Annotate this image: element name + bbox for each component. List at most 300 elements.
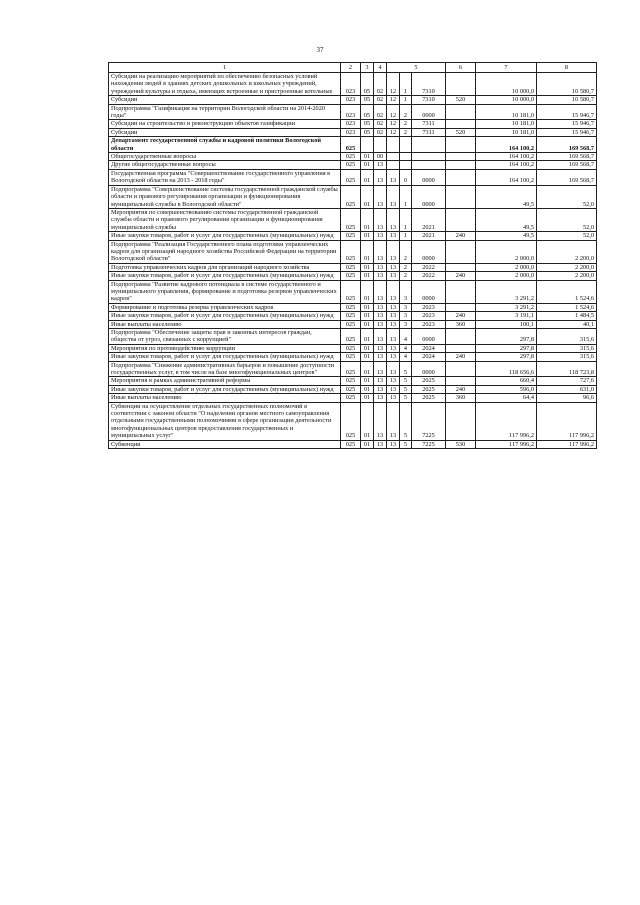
row-subsection: 13 (374, 263, 387, 271)
table-row (109, 128, 597, 136)
row-program: 13 (387, 303, 400, 311)
row-amount-2015: 596,0 (476, 385, 537, 393)
row-code-admin: 025 (341, 344, 361, 352)
row-expense-type (446, 161, 476, 169)
table-row (109, 377, 597, 385)
row-code-admin: 025 (341, 320, 361, 328)
row-program: 12 (387, 120, 400, 128)
row-code-admin: 025 (341, 440, 361, 448)
row-code-admin: 025 (341, 161, 361, 169)
table-row (109, 96, 597, 104)
row-direction: 2022 (412, 263, 446, 271)
row-subsection: 13 (374, 169, 387, 185)
row-direction: 2023 (412, 312, 446, 320)
row-subprogram (400, 153, 412, 161)
row-amount-2016: 117 996,2 (537, 402, 597, 440)
row-amount-2016: 117 996,2 (537, 440, 597, 448)
header-col-6: 6 (446, 63, 476, 73)
row-section: 01 (361, 312, 374, 320)
row-subsection: 13 (374, 377, 387, 385)
row-expense-type (446, 329, 476, 345)
row-subsection: 13 (374, 361, 387, 377)
row-subsection: 02 (374, 128, 387, 136)
row-program: 13 (387, 312, 400, 320)
table-row (109, 263, 597, 271)
row-name: Подпрограмма "Развитие кадрового потенциала в системе государственного и муниципального управления, формирование и подготовка резервов управленческих кадров" (109, 280, 341, 303)
row-amount-2016: 118 723,8 (537, 361, 597, 377)
row-subsection: 13 (374, 394, 387, 402)
row-subsection: 13 (374, 185, 387, 208)
row-program: 13 (387, 344, 400, 352)
row-section: 01 (361, 161, 374, 169)
row-section: 01 (361, 385, 374, 393)
row-subprogram: 5 (400, 440, 412, 448)
row-amount-2015: 297,8 (476, 344, 537, 352)
row-amount-2016: 1 524,6 (537, 280, 597, 303)
row-program: 13 (387, 361, 400, 377)
row-name: Иные закупки товаров, работ и услуг для государственных (муниципальных) нужд (109, 353, 341, 361)
row-name: Иные закупки товаров, работ и услуг для государственных (муниципальных) нужд (109, 385, 341, 393)
row-program: 12 (387, 128, 400, 136)
row-name: Подпрограмма "Обеспечение защиты прав и законных интересов граждан, общества от угроз, связанных с коррупцией" (109, 329, 341, 345)
row-program: 13 (387, 240, 400, 263)
row-expense-type (446, 377, 476, 385)
row-subsection: 13 (374, 161, 387, 169)
row-direction: 2022 (412, 272, 446, 280)
row-subprogram: 2 (400, 120, 412, 128)
row-subsection: 13 (374, 344, 387, 352)
row-amount-2015: 297,8 (476, 329, 537, 345)
row-direction: 0000 (412, 185, 446, 208)
row-section: 01 (361, 303, 374, 311)
row-direction: 2021 (412, 232, 446, 240)
table-row (109, 120, 597, 128)
row-subsection: 13 (374, 353, 387, 361)
row-name: Подпрограмма "Совершенствование системы государственной гражданской службы области и правового регулирования организации и функционирования муниципальной службы в Вологодской области" (109, 185, 341, 208)
row-amount-2015: 10 181,0 (476, 120, 537, 128)
row-amount-2015: 10 000,0 (476, 73, 537, 96)
table-row (109, 312, 597, 320)
row-subsection: 13 (374, 440, 387, 448)
row-subprogram: 5 (400, 377, 412, 385)
row-amount-2015: 10 181,0 (476, 128, 537, 136)
row-expense-type (446, 73, 476, 96)
row-name: Мероприятия по совершенствованию системы государственной гражданской службы области и правового регулирования организации и функционирования муниципальной службы (109, 208, 341, 231)
row-name: Общегосударственные вопросы (109, 153, 341, 161)
row-direction: 2025 (412, 394, 446, 402)
row-code-admin: 025 (341, 385, 361, 393)
row-program: 13 (387, 272, 400, 280)
row-code-admin: 025 (341, 169, 361, 185)
row-amount-2016: 169 568,7 (537, 153, 597, 161)
row-name: Субвенции (109, 440, 341, 448)
row-program: 13 (387, 329, 400, 345)
table-row (109, 104, 597, 120)
row-section: 05 (361, 104, 374, 120)
row-expense-type (446, 185, 476, 208)
row-subsection: 13 (374, 329, 387, 345)
row-program: 13 (387, 320, 400, 328)
row-program: 13 (387, 440, 400, 448)
header-col-5: 5 (387, 63, 446, 73)
row-code-admin: 025 (341, 280, 361, 303)
row-direction: 0000 (412, 280, 446, 303)
table-row (109, 385, 597, 393)
row-program: 13 (387, 377, 400, 385)
row-direction: 2023 (412, 320, 446, 328)
table-row (109, 272, 597, 280)
row-expense-type (446, 137, 476, 153)
row-amount-2016: 52,0 (537, 185, 597, 208)
row-expense-type: 360 (446, 320, 476, 328)
row-subprogram: 4 (400, 344, 412, 352)
row-expense-type: 360 (446, 394, 476, 402)
row-subsection: 02 (374, 96, 387, 104)
row-program: 12 (387, 73, 400, 96)
row-amount-2016: 2 200,0 (537, 263, 597, 271)
row-subprogram: 2 (400, 240, 412, 263)
row-name: Субсидии (109, 128, 341, 136)
row-amount-2015: 164 100,2 (476, 153, 537, 161)
row-subprogram: 4 (400, 353, 412, 361)
header-col-1: 1 (109, 63, 341, 73)
row-amount-2016: 2 200,0 (537, 240, 597, 263)
row-program: 13 (387, 394, 400, 402)
header-row (109, 63, 597, 73)
row-code-admin: 025 (341, 377, 361, 385)
row-code-admin: 023 (341, 104, 361, 120)
row-section: 01 (361, 232, 374, 240)
row-subsection: 13 (374, 385, 387, 393)
row-section: 01 (361, 320, 374, 328)
row-amount-2015: 3 191,1 (476, 312, 537, 320)
row-subprogram: 2 (400, 263, 412, 271)
row-expense-type: 240 (446, 232, 476, 240)
row-code-admin: 025 (341, 208, 361, 231)
row-subprogram: 3 (400, 320, 412, 328)
row-expense-type (446, 104, 476, 120)
row-amount-2016: 315,6 (537, 344, 597, 352)
row-code-admin: 025 (341, 361, 361, 377)
header-col-8: 8 (537, 63, 597, 73)
row-code-admin: 025 (341, 394, 361, 402)
row-expense-type (446, 120, 476, 128)
row-subsection: 02 (374, 73, 387, 96)
row-subprogram: 1 (400, 232, 412, 240)
row-amount-2015: 2 000,0 (476, 272, 537, 280)
row-amount-2015: 164 100,2 (476, 161, 537, 169)
row-direction: 7225 (412, 402, 446, 440)
row-expense-type: 240 (446, 385, 476, 393)
row-direction: 7310 (412, 96, 446, 104)
row-direction: 7225 (412, 440, 446, 448)
row-direction: 0000 (412, 104, 446, 120)
row-amount-2015: 2 000,0 (476, 240, 537, 263)
row-subsection: 13 (374, 303, 387, 311)
table-row (109, 280, 597, 303)
row-amount-2015: 10 000,0 (476, 96, 537, 104)
table-row (109, 169, 597, 185)
row-amount-2016: 15 946,7 (537, 104, 597, 120)
row-amount-2016: 15 946,7 (537, 120, 597, 128)
row-name: Субсидии на реализацию мероприятий по обеспечению безопасных условий нахождения людей в зданиях детских дошкольных и школьных учреждений, учреждений культуры и отдыха, имеющих встроенные и пристроенные котельные (109, 73, 341, 96)
row-program: 13 (387, 208, 400, 231)
row-direction: 2025 (412, 385, 446, 393)
row-amount-2016: 2 200,0 (537, 272, 597, 280)
row-name: Мероприятия в рамках административной реформы (109, 377, 341, 385)
row-program (387, 137, 400, 153)
row-code-admin: 025 (341, 402, 361, 440)
row-program (387, 153, 400, 161)
row-direction: 0000 (412, 361, 446, 377)
row-name: Субсидии (109, 96, 341, 104)
row-code-admin: 025 (341, 137, 361, 153)
row-name: Субвенции на осуществление отдельных государственных полномочий в соответствии с законом области "О наделении органов местного самоуправления отдельными государственными полномочиями в сфере организации деятельности многофункциональных центров предоставления государственных и муниципальных услуг" (109, 402, 341, 440)
row-expense-type (446, 263, 476, 271)
row-section: 01 (361, 377, 374, 385)
row-section: 01 (361, 353, 374, 361)
row-section: 01 (361, 169, 374, 185)
row-section: 05 (361, 128, 374, 136)
table-row (109, 303, 597, 311)
row-expense-type: 240 (446, 353, 476, 361)
row-subprogram: 1 (400, 208, 412, 231)
row-name: Подпрограмма "Газификация на территории Вологодской области на 2014-2020 годы" (109, 104, 341, 120)
row-section: 01 (361, 440, 374, 448)
row-amount-2015: 64,4 (476, 394, 537, 402)
row-subprogram: 1 (400, 96, 412, 104)
row-expense-type (446, 153, 476, 161)
row-code-admin: 023 (341, 128, 361, 136)
row-direction: 2025 (412, 377, 446, 385)
row-section: 01 (361, 185, 374, 208)
row-name: Подготовка управленческих кадров для организаций народного хозяйства (109, 263, 341, 271)
row-amount-2015: 660,4 (476, 377, 537, 385)
row-direction: 2023 (412, 303, 446, 311)
row-name: Департамент государственной службы и кадровой политики Вологодской области (109, 137, 341, 153)
table-row (109, 208, 597, 231)
row-code-admin: 025 (341, 272, 361, 280)
row-section: 01 (361, 344, 374, 352)
row-subsection: 13 (374, 240, 387, 263)
row-direction: 2024 (412, 344, 446, 352)
row-code-admin: 025 (341, 303, 361, 311)
row-name: Подпрограмма "Снижение административных барьеров и повышение доступности государственных услуг, в том числе на базе многофункциональных центров" (109, 361, 341, 377)
row-code-admin: 025 (341, 232, 361, 240)
row-code-admin: 023 (341, 120, 361, 128)
row-subsection: 00 (374, 153, 387, 161)
row-program: 13 (387, 402, 400, 440)
row-program: 13 (387, 353, 400, 361)
row-program: 13 (387, 385, 400, 393)
row-subprogram: 1 (400, 185, 412, 208)
row-subprogram: 3 (400, 280, 412, 303)
row-section: 01 (361, 272, 374, 280)
row-amount-2015: 3 291,2 (476, 280, 537, 303)
table-body (109, 73, 597, 449)
header-col-4: 4 (374, 63, 387, 73)
row-name: Иные выплаты населению (109, 320, 341, 328)
row-amount-2015: 117 996,2 (476, 402, 537, 440)
row-amount-2016: 96,6 (537, 394, 597, 402)
row-subsection: 02 (374, 120, 387, 128)
row-amount-2015: 164 100,2 (476, 169, 537, 185)
row-name: Иные закупки товаров, работ и услуг для государственных (муниципальных) нужд (109, 232, 341, 240)
row-section: 01 (361, 263, 374, 271)
row-amount-2015: 3 291,2 (476, 303, 537, 311)
table-row (109, 153, 597, 161)
row-section (361, 137, 374, 153)
row-subprogram: 0 (400, 169, 412, 185)
table-row (109, 344, 597, 352)
row-name: Другие общегосударственные вопросы (109, 161, 341, 169)
row-code-admin: 025 (341, 240, 361, 263)
row-program: 12 (387, 104, 400, 120)
row-subprogram: 5 (400, 394, 412, 402)
row-amount-2015: 164 100,2 (476, 137, 537, 153)
row-direction: 7311 (412, 128, 446, 136)
row-direction (412, 137, 446, 153)
row-subprogram: 5 (400, 385, 412, 393)
row-amount-2015: 49,5 (476, 232, 537, 240)
table-row (109, 361, 597, 377)
row-name: Иные закупки товаров, работ и услуг для государственных (муниципальных) нужд (109, 272, 341, 280)
row-subprogram: 2 (400, 104, 412, 120)
row-name: Субсидии на строительство и реконструкцию объектов газификации (109, 120, 341, 128)
row-name: Государственная программа "Совершенствование государственного управления в Вологодской области на 2013 - 2018 годы" (109, 169, 341, 185)
row-amount-2016: 315,6 (537, 329, 597, 345)
row-subprogram: 4 (400, 329, 412, 345)
row-subprogram: 2 (400, 272, 412, 280)
row-subsection: 13 (374, 272, 387, 280)
row-amount-2016: 1 524,6 (537, 303, 597, 311)
table-row (109, 320, 597, 328)
row-subprogram: 5 (400, 361, 412, 377)
row-section: 01 (361, 394, 374, 402)
row-expense-type: 530 (446, 440, 476, 448)
table-row (109, 161, 597, 169)
row-section: 05 (361, 96, 374, 104)
row-expense-type (446, 208, 476, 231)
row-code-admin: 023 (341, 96, 361, 104)
row-subsection: 13 (374, 232, 387, 240)
budget-table (108, 62, 597, 449)
row-direction: 2021 (412, 208, 446, 231)
row-program: 12 (387, 96, 400, 104)
row-amount-2016: 315,6 (537, 353, 597, 361)
row-expense-type (446, 240, 476, 263)
row-amount-2016: 169 568,7 (537, 169, 597, 185)
row-expense-type: 240 (446, 312, 476, 320)
row-expense-type (446, 169, 476, 185)
row-subprogram: 2 (400, 128, 412, 136)
row-amount-2016: 52,0 (537, 208, 597, 231)
page-number: 37 (316, 46, 324, 54)
row-amount-2016: 10 580,7 (537, 73, 597, 96)
header-col-7: 7 (476, 63, 537, 73)
table-row (109, 73, 597, 96)
row-subsection: 13 (374, 208, 387, 231)
row-code-admin: 025 (341, 329, 361, 345)
row-program: 13 (387, 169, 400, 185)
row-amount-2016: 10 580,7 (537, 96, 597, 104)
row-subprogram (400, 161, 412, 169)
row-section: 01 (361, 329, 374, 345)
header-col-2: 2 (341, 63, 361, 73)
row-direction: 7311 (412, 120, 446, 128)
row-expense-type (446, 344, 476, 352)
row-direction (412, 153, 446, 161)
row-expense-type (446, 402, 476, 440)
row-amount-2016: 52,0 (537, 232, 597, 240)
row-code-admin: 025 (341, 185, 361, 208)
row-section: 01 (361, 361, 374, 377)
row-amount-2016: 631,0 (537, 385, 597, 393)
row-expense-type (446, 303, 476, 311)
row-amount-2016: 40,1 (537, 320, 597, 328)
row-direction: 2024 (412, 353, 446, 361)
row-code-admin: 023 (341, 73, 361, 96)
row-section: 01 (361, 240, 374, 263)
row-amount-2016: 169 568,7 (537, 137, 597, 153)
row-amount-2016: 727,6 (537, 377, 597, 385)
row-amount-2016: 1 484,5 (537, 312, 597, 320)
row-section: 05 (361, 120, 374, 128)
row-amount-2015: 49,5 (476, 208, 537, 231)
row-direction: 0000 (412, 240, 446, 263)
row-section: 01 (361, 153, 374, 161)
header-col-3: 3 (361, 63, 374, 73)
table-row (109, 394, 597, 402)
row-program: 13 (387, 263, 400, 271)
table-row (109, 185, 597, 208)
row-subsection: 13 (374, 320, 387, 328)
row-code-admin: 025 (341, 353, 361, 361)
row-section: 01 (361, 402, 374, 440)
row-subsection: 13 (374, 312, 387, 320)
row-amount-2015: 10 181,0 (476, 104, 537, 120)
row-program: 13 (387, 280, 400, 303)
table-row (109, 240, 597, 263)
row-amount-2015: 100,1 (476, 320, 537, 328)
row-name: Иные закупки товаров, работ и услуг для государственных (муниципальных) нужд (109, 312, 341, 320)
table-row (109, 353, 597, 361)
row-subprogram (400, 137, 412, 153)
row-code-admin: 025 (341, 153, 361, 161)
row-expense-type: 520 (446, 128, 476, 136)
row-direction (412, 161, 446, 169)
table-row (109, 232, 597, 240)
row-name: Мероприятия по противодействию коррупции (109, 344, 341, 352)
table-row (109, 440, 597, 448)
row-code-admin: 025 (341, 312, 361, 320)
row-subsection: 02 (374, 104, 387, 120)
table-row (109, 137, 597, 153)
table-row (109, 329, 597, 345)
row-amount-2016: 169 568,7 (537, 161, 597, 169)
row-subsection (374, 137, 387, 153)
row-amount-2015: 49,5 (476, 185, 537, 208)
row-name: Иные выплаты населению (109, 394, 341, 402)
row-expense-type: 520 (446, 96, 476, 104)
row-subprogram: 3 (400, 312, 412, 320)
row-subsection: 13 (374, 280, 387, 303)
row-direction: 0000 (412, 169, 446, 185)
row-code-admin: 025 (341, 263, 361, 271)
row-expense-type: 240 (446, 272, 476, 280)
row-program: 13 (387, 185, 400, 208)
row-amount-2016: 15 946,7 (537, 128, 597, 136)
